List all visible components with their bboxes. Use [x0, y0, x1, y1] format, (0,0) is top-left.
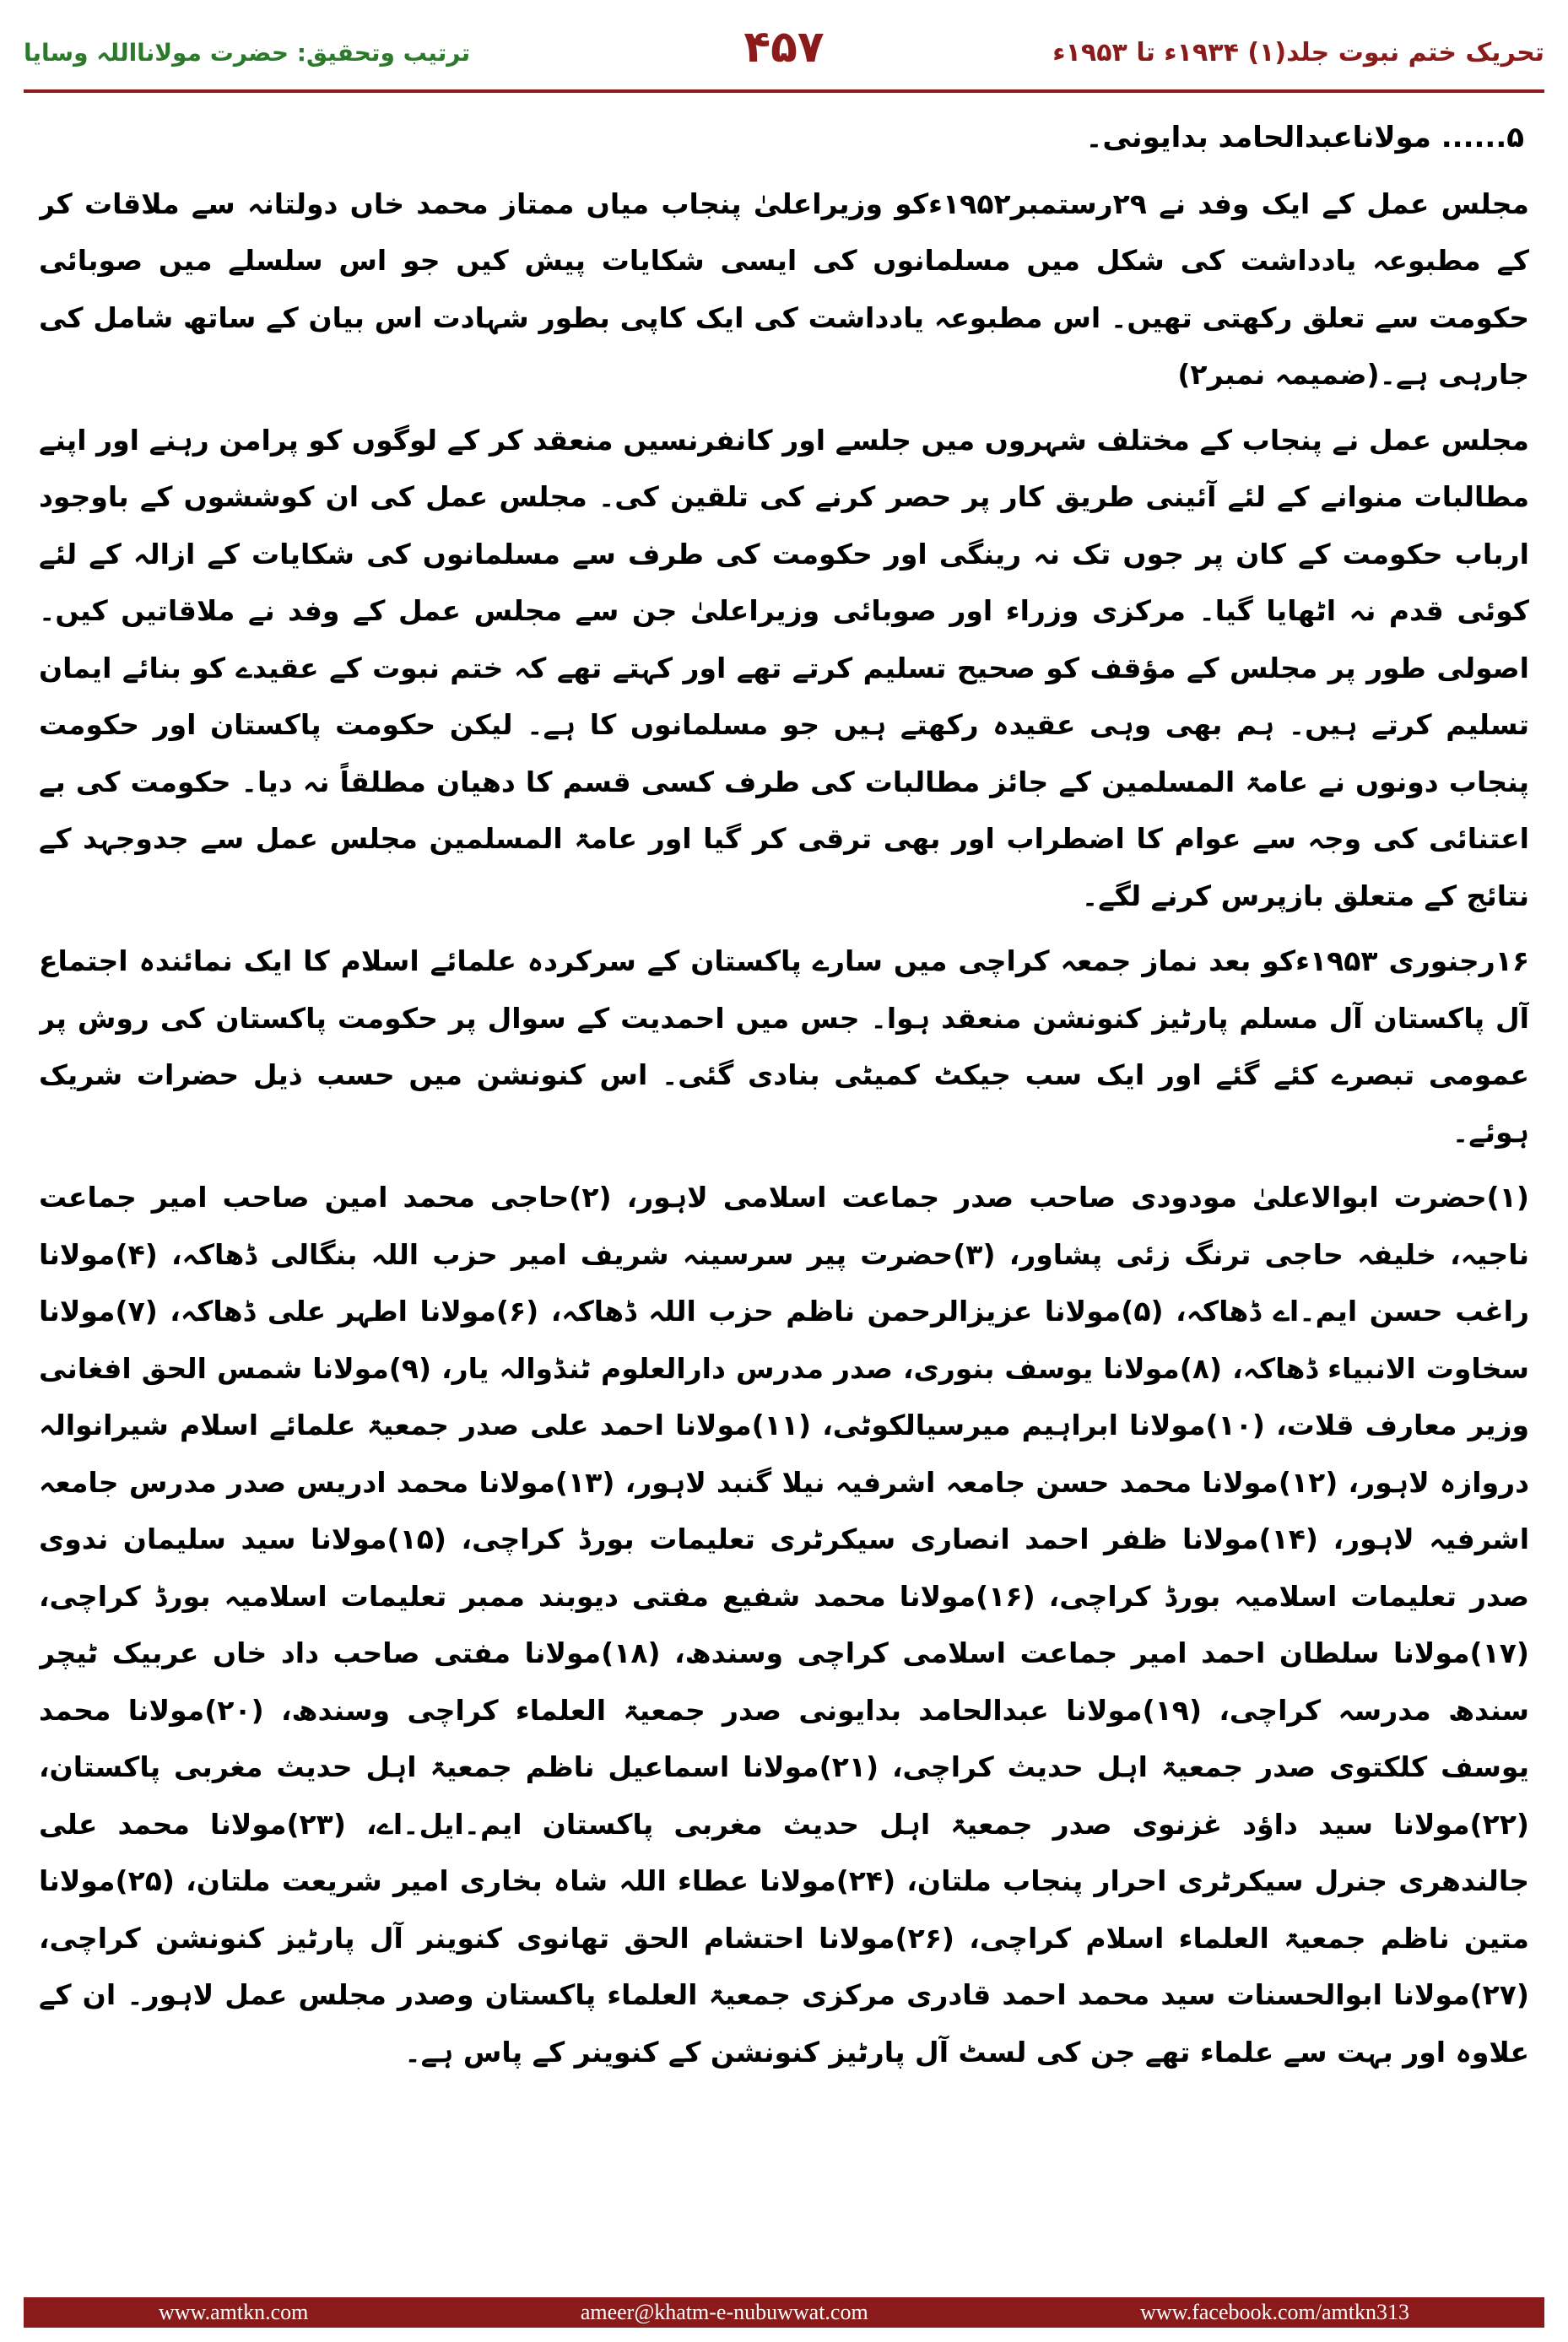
- facebook-link[interactable]: www.facebook.com/amtkn313: [1140, 2300, 1409, 2324]
- page-body: [39, 110, 1529, 2270]
- paragraph: (۱)حضرت ابوالاعلیٰ مودودی صاحب صدر جماعت اسلامی لاہور، (۲)حاجی محمد امین صاحب امیر جماعت ناجیہ، خلیفہ حاجی ترنگ زئی پشاور، (۳)حضرت پیر سرسینہ شریف امیر حزب اللہ بنگالی ڈھاکہ، (۴)مولانا راغب حسن ایم۔اے ڈھاکہ، (۵)مولانا عزیزالرحمن ناظم حزب اللہ ڈھاکہ، (۶)مولانا اطہر علی ڈھاکہ، (۷)مولانا سخاوت الانبیاء ڈھاکہ، (۸)مولانا یوسف بنوری، صدر مدرس دارالعلوم ٹنڈوالہ یار، (۹)مولانا شمس الحق افغانی وزیر معارف قلات، (۱۰)مولانا ابراہیم میرسیالکوٹی، (۱۱)مولانا احمد علی صدر جمعیۃ علمائے اسلام شیرانوالہ دروازہ لاہور، (۱۲)مولانا محمد حسن جامعہ اشرفیہ نیلا گنبد لاہور، (۱۳)مولانا محمد ادریس صدر مدرس جامعہ اشرفیہ لاہور، (۱۴)مولانا ظفر احمد انصاری سیکرٹری تعلیمات بورڈ کراچی، (۱۵)مولانا سید سلیمان ندوی صدر تعلیمات اسلامیہ بورڈ کراچی، (۱۶)مولانا محمد شفیع مفتی دیوبند ممبر تعلیمات اسلامیہ بورڈ کراچی، (۱۷)مولانا سلطان احمد امیر جماعت اسلامی کراچی وسندھ، (۱۸)مولانا مفتی صاحب داد خاں عربیک ٹیچر سندھ مدرسہ کراچی، (۱۹)مولانا عبدالحامد بدایونی صدر جمعیۃ العلماء کراچی وسندھ، (۲۰)مولانا محمد یوسف کلکتوی صدر جمعیۃ اہل حدیث کراچی، (۲۱)مولانا اسماعیل ناظم جمعیۃ اہل حدیث مغربی پاکستان، (۲۲)مولانا سید داؤد غزنوی صدر جمعیۃ اہل حدیث مغربی پاکستان ایم۔ایل۔اے، (۲۳)مولانا محمد علی جالندھری جنرل سیکرٹری احرار پنجاب ملتان، (۲۴)مولانا عطاء اللہ شاہ بخاری امیر شریعت ملتان، (۲۵)مولانا متین ناظم جمعیۃ العلماء اسلام کراچی، (۲۶)مولانا احتشام الحق تھانوی کنوینر آل پارٹیز کنونشن کراچی، (۲۷)مولانا ابوالحسنات سید محمد احمد قادری مرکزی جمعیۃ العلماء پاکستان وصدر مجلس عمل لاہور۔ ان کے علاوہ اور بہت سے علماء تھے جن کی لسٹ آل پارٹیز کنونشن کے کنوینر کے پاس ہے۔: [39, 1181, 1529, 2069]
- page-footer: [24, 2297, 1544, 2328]
- paragraph: مجلس عمل کے ایک وفد نے ۲۹رستمبر۱۹۵۲ءکو وزیراعلیٰ پنجاب میاں ممتاز محمد خاں دولتانہ سے ملاقات کر کے مطبوعہ یادداشت کی شکل میں مسلمانوں کی ایسی شکایات پیش کیں جو اس سلسلے میں صوبائی حکومت سے تعلق رکھتی تھیں۔ اس مطبوعہ یادداشت کی ایک کاپی بطور شہادت اس بیان کے ساتھ شامل کی جارہی ہے۔(ضمیمہ نمبر۲): [39, 187, 1529, 391]
- header-divider: [24, 89, 1544, 93]
- book-title: تحریک ختم نبوت جلد(۱) ۱۹۳۴ء تا ۱۹۵۳ء: [1052, 37, 1544, 68]
- page-number: ۴۵۷: [743, 22, 825, 73]
- paragraph: مجلس عمل نے پنجاب کے مختلف شہروں میں جلسے اور کانفرنسیں منعقد کر کے لوگوں کو پرامن رہنے اور اپنے مطالبات منوانے کے لئے آئینی طریق کار پر حصر کرنے کی تلقین کی۔ مجلس عمل کی ان کوششوں کے باوجود ارباب حکومت کے کان پر جوں تک نہ رینگی اور حکومت کی طرف سے مسلمانوں کی شکایات کے ازالہ کے لئے کوئی قدم نہ اٹھایا گیا۔ مرکزی وزراء اور صوبائی وزیراعلیٰ جن سے مجلس عمل کے وفد نے ملاقاتیں کیں۔ اصولی طور پر مجلس کے مؤقف کو صحیح تسلیم کرتے تھے اور کہتے تھے کہ ختم نبوت کے عقیدے کو بنائے ایمان تسلیم کرتے ہیں۔ ہم بھی وہی عقیدہ رکھتے ہیں جو مسلمانوں کا ہے۔ لیکن حکومت پاکستان اور حکومت پنجاب دونوں نے عامۃ المسلمین کے جائز مطالبات کی طرف کسی قسم کا دھیان مطلقاً نہ دیا۔ حکومت کی بے اعتنائی کی وجہ سے عوام کا اضطراب اور بھی ترقی کر گیا اور عامۃ المسلمین مجلس عمل سے جدوجہد کے نتائج کے متعلق بازپرس کرنے لگے۔: [39, 423, 1529, 912]
- compiler-credit: ترتیب وتحقیق: حضرت مولانااللہ وسایا: [24, 38, 471, 67]
- section-heading: ۵...... مولاناعبدالحامد بدایونی۔: [1085, 121, 1524, 154]
- paragraph: ۱۶رجنوری ۱۹۵۳ءکو بعد نماز جمعہ کراچی میں سارے پاکستان کے سرکردہ علمائے اسلام کا ایک نمائندہ اجتماع آل پاکستان آل مسلم پارٹیز کنونشن منعقد ہوا۔ جس میں احمدیت کے سوال پر حکومت پاکستان کی روش پر عمومی تبصرے کئے گئے اور ایک سب جیکٹ کمیٹی بنادی گئی۔ اس کنونشن میں حسب ذیل حضرات شریک ہوئے۔: [39, 944, 1529, 1149]
- website-link[interactable]: www.amtkn.com: [159, 2300, 309, 2324]
- page-header: [24, 19, 1544, 86]
- email-link[interactable]: ameer@khatm-e-nubuwwat.com: [580, 2300, 868, 2324]
